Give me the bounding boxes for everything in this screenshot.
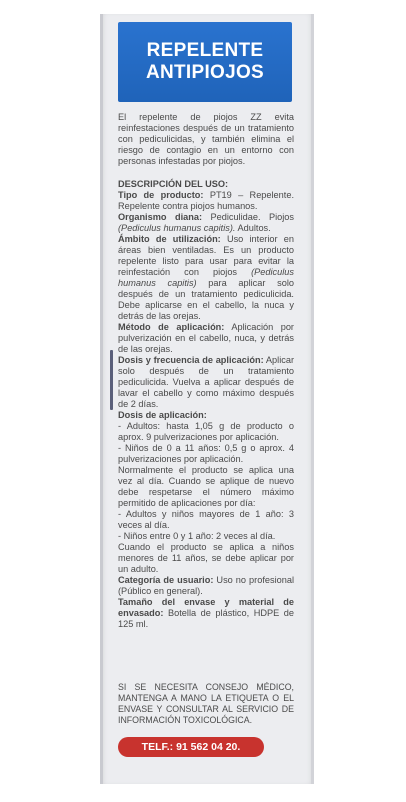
phone-badge: TELF.: 91 562 04 20. <box>118 737 264 757</box>
intro-paragraph: El repelente de piojos ZZ evita reinfestaciones después de un tratamiento con pediculicidas, y también elimina el riesgo de contagio en un entorno con personas infestadas por piojos. <box>118 112 294 166</box>
dosis-label: Dosis de aplicación: <box>118 410 207 420</box>
categoria-value: Uso no profesional (Público en general). <box>118 575 294 596</box>
dosis-line: - Adultos: hasta 1,05 g de producto o aprox. 9 pulverizaciones por aplicación. <box>118 421 294 442</box>
box-tab-mark <box>110 350 113 410</box>
ambito-label: Ámbito de utilización: <box>118 234 221 244</box>
organismo-tail: Adultos. <box>235 223 271 233</box>
title-line-1: REPELENTE <box>146 40 264 61</box>
box-left-edge <box>100 14 103 784</box>
dosis-freq-value: Aplicar solo después de un tratamiento pediculicida. Vuelva a aplicar después de lavar el cabello y como máximo después de 2 días. <box>118 355 294 409</box>
tipo-value: PT19 – Repelente. Repelente contra piojos humanos. <box>118 190 294 211</box>
dosis-line: Normalmente el producto se aplica una vez al día. Cuando se aplique de nuevo debe respetarse el número máximo permitido de aplicaciones por día: <box>118 465 294 508</box>
categoria-usuario <box>118 575 294 597</box>
dosis-frecuencia <box>118 355 294 410</box>
title-line-2: ANTIPIOJOS <box>145 62 265 83</box>
organismo-diana <box>118 212 294 234</box>
organismo-label: Organismo diana: <box>118 212 203 222</box>
ambito-value-1: Uso interior en áreas bien ventiladas. Es un producto repelente listo para usar para evitar la reinfestación con piojos <box>118 234 294 277</box>
label-content <box>118 112 294 630</box>
dosis-line: Cuando el producto se aplica a niños menores de 11 años, se debe aplicar por un adulto. <box>118 542 294 574</box>
ambito-value-2: para aplicar solo después de un tratamiento pediculicida. Debe aplicarse en el cabello, la nuca y detrás de las orejas. <box>118 278 294 321</box>
dosis-line: - Niños de 0 a 11 años: 0,5 g o aprox. 4 pulverizaciones por aplicación. <box>118 443 294 464</box>
dosis-freq-label: Dosis y frecuencia de aplicación: <box>118 355 264 365</box>
product-title-banner <box>118 22 292 102</box>
ambito-italic: (Pediculus humanus capitis) <box>118 267 294 288</box>
organismo-italic: (Pediculus humanus capitis). <box>118 223 236 233</box>
dosis-line: - Adultos y niños mayores de 1 año: 3 veces al día. <box>118 509 294 530</box>
tamano-label: Tamaño del envase y material de envasado: <box>118 597 294 618</box>
metodo-aplicacion <box>118 322 294 355</box>
box-right-edge <box>311 14 314 784</box>
metodo-label: Método de aplicación: <box>118 322 225 332</box>
categoria-label: Categoría de usuario: <box>118 575 214 585</box>
tamano-envase <box>118 597 294 630</box>
ambito-utilizacion <box>118 234 294 322</box>
organismo-value: Pediculidae. Piojos <box>202 212 295 222</box>
dosis-line: - Niños entre 0 y 1 año: 2 veces al día. <box>118 531 276 541</box>
section-title: DESCRIPCIÓN DEL USO: <box>118 179 229 189</box>
metodo-value: Aplicación por pulverización en el cabello, nuca, y detrás de las orejas. <box>118 322 294 354</box>
tipo-producto <box>118 190 294 212</box>
tamano-value: Botella de plástico, HDPE de 125 ml. <box>118 608 294 629</box>
tipo-label: Tipo de producto: <box>118 190 204 200</box>
medical-advice: SI SE NECESITA CONSEJO MÉDICO, MANTENGA A MANO LA ETIQUETA O EL ENVASE Y CONSULTAR AL SERVICIO DE INFORMACIÓN TOXICOLÓGICA. <box>118 682 294 725</box>
